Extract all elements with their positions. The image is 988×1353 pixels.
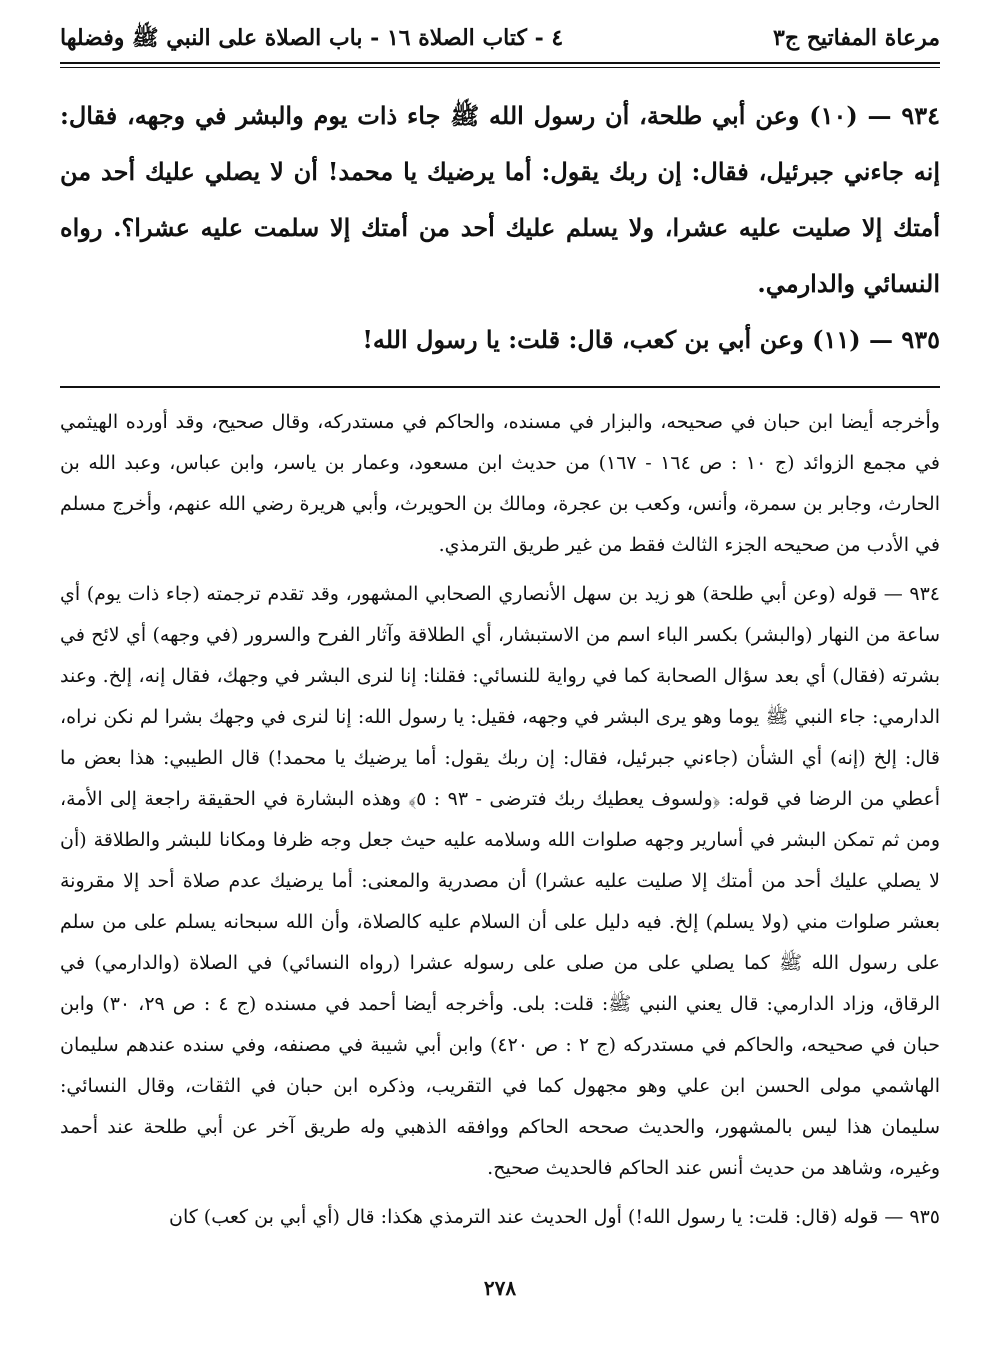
book-title: مرعاة المفاتيح ج٣ [773,25,940,51]
running-header [60,18,940,58]
note-934: ٩٣٤ — قوله (وعن أبي طلحة) هو زيد بن سهل الأنصاري الصحابي المشهور، وقد تقدم ترجمته (جاء ذات يوم) أي ساعة من النهار (والبشر) بكسر الباء اسم من الاستبشار، أي الطلاقة وآثار الفرح والسرور (في وجهه) أي لائح في بشرته (فقال) أي بعد سؤال الصحابة كما في رواية للنسائي: فقلنا: إنا لنرى البشر في وجهك، فقال إنه، إلخ. وعند الدارمي: جاء النبي ﷺ يوما وهو يرى البشر في وجهه، فقيل: يا رسول الله: إنا لنرى في وجهك بشرا لم نكن نراه، قال: إلخ (إنه) أي الشأن (جاءني جبرئيل، فقال: إن ربك يقول: أما يرضيك يا محمد!) قال الطيبي: هذا بعض ما أعطي من الرضا في قوله: ﴿ولسوف يعطيك ربك فترضى - ٩٣ : ٥﴾ وهذه البشارة في الحقيقة راجعة إلى الأمة، ومن ثم تمكن البشر في أسارير وجهه صلوات الله وسلامه عليه حيث جعل وجه ظرفا ومكانا للبشر والطلاقة (أن لا يصلي عليك أحد من أمتك إلا صليت عليه عشرا) أن مصدرية والمعنى: أما يرضيك عدم صلاة أحد إلا مقرونة بعشر صلوات مني (ولا يسلم) إلخ. فيه دليل على أن السلام عليه كالصلاة، وأن الله سبحانه يسلم على من سلم على رسول الله ﷺ كما يصلي على من صلى على رسوله عشرا (رواه النسائي) في الصلاة (والدارمي) في الرقاق، وزاد الدارمي: قال يعني النبي ﷺ: قلت: بلى. وأخرجه أيضا أحمد في مسنده (ج ٤ : ص ٢٩، ٣٠) وابن حبان في صحيحه، والحاكم في مستدركه (ج ٢ : ص ٤٢٠) وابن أبي شيبة في مصنفه، وفي سنده عندهم سليمان الهاشمي مولى الحسن ابن علي وهو مجهول كما في التقريب، وذكره ابن حبان في الثقات، وقال النسائي: سليمان هذا ليس بالمشهور، والحديث صححه الحاكم ووافقه الذهبي وله طريق آخر عن أبي طلحة عند أحمد وغيره، وشاهد من حديث أنس عند الحاكم فالحديث صحيح. [60,583,940,1179]
note-935: ٩٣٥ — قوله (قال: قلت: يا رسول الله!) أول الحديث عند الترمذي هكذا: قال (أي أبي بن كعب) كان [168,1206,940,1228]
page-number: ٢٧٨ [483,1276,517,1300]
chapter-title: ٤ - كتاب الصلاة ١٦ - باب الصلاة على النبي ﷺ وفضلها [60,25,564,51]
commentary [60,402,940,1238]
document-page [60,18,940,1338]
hadith-935: ٩٣٥ — (١١) وعن أبي بن كعب، قال: قلت: يا رسول الله! [362,325,940,354]
header-rule [60,62,940,68]
section-divider [60,386,940,388]
hadith-text [60,88,940,368]
hadith-934: ٩٣٤ — (١٠) وعن أبي طلحة، أن رسول الله ﷺ جاء ذات يوم والبشر في وجهه، فقال: إنه جاءني جبرئيل، فقال: إن ربك يقول: أما يرضيك يا محمد! أن لا يصلي عليك أحد من أمتك إلا صليت عليه عشرا، ولا يسلم عليك أحد من أمتك إلا سلمت عليه عشرا؟. رواه النسائي والدارمي. [60,101,940,298]
note-takhrij: وأخرجه أيضا ابن حبان في صحيحه، والبزار في مسنده، والحاكم في مستدركه، وقال صحيح، وقد أورده الهيثمي في مجمع الزوائد (ج ١٠ : ص ١٦٤ - ١٦٧) من حديث ابن مسعود، وعمار بن ياسر، وابن عباس، وعبد الله بن الحارث، وجابر بن سمرة، وأنس، وكعب بن عجرة، ومالك بن الحويرث، وأبي هريرة رضي الله عنهم، وأخرج مسلم في الأدب من صحيحه الجزء الثالث فقط من غير طريق الترمذي. [60,411,941,556]
